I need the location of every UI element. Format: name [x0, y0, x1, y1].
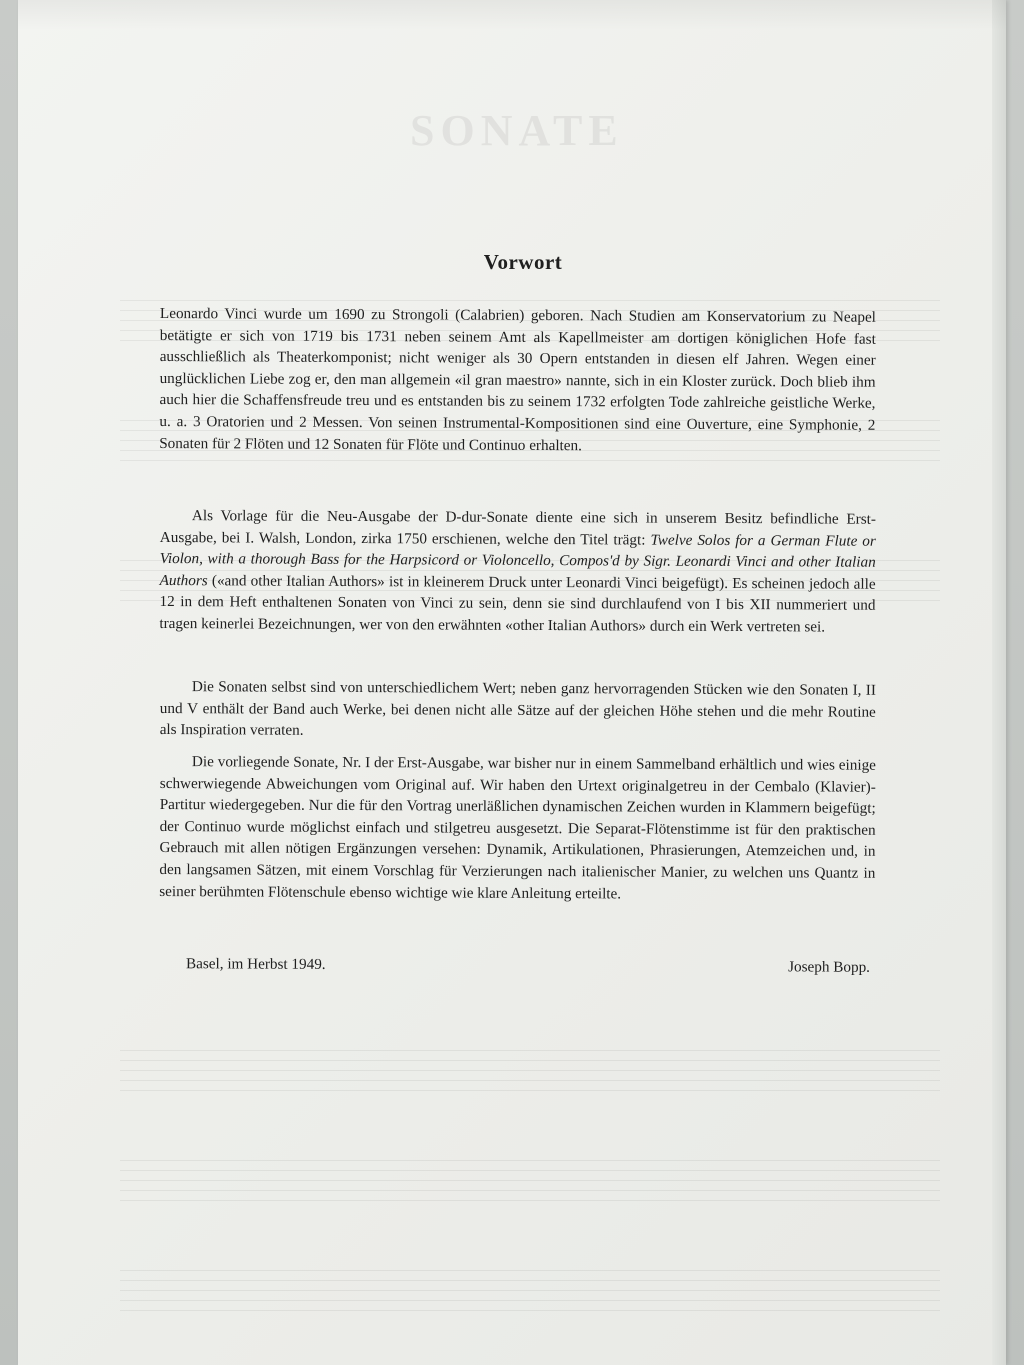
paragraph-text: («and other Italian Authors» ist in kleinerem Druck unter Leonardi Vinci beigefügt). Es scheinen jedoch alle 12 in dem Heft enthaltenen Sonaten von Vinci zu sein, denn sie sind durchlaufend von I bis XII nummeriert und tragen keinerlei Bezeichnungen, wer von den erwähnten «other Italian Authors» durch ein Werk vertreten sei. [159, 572, 876, 636]
show-through-title: SONATE [410, 106, 624, 155]
signature: Joseph Bopp. [788, 958, 871, 976]
paragraph-source-edition [159, 505, 876, 638]
paragraph-edition-notes: Die vorliegende Sonate, Nr. I der Erst-Ausgabe, war bisher nur in einem Sammelband erhältlich und wies einige schwerwiegende Abweichungen vom Original auf. Wir haben den Urtext originalgetreu in der Cembalo (Klavier)-Partitur wiedergegeben. Nur die für den Vortrag unerläßlichen dynamischen Zeichen wurden in Klammern beigefügt; der Continuo wurde möglichst einfach und stilgetreu ausgesetzt. Die Separat-Flötenstimme ist für den praktischen Gebrauch mit allen nötigen Ergänzungen versehen: Dynamik, Artikulationen, Phrasierungen, Atemzeichen und, in den langsamen Sätzen, mit einem Vorschlag für Verzierungen nach italienischer Manier, zu welchen uns Quantz in seiner berühmten Flötenschule ebenso wichtige wie klare Anleitung erteilte. [159, 753, 876, 902]
original-title-italic: Twelve Solos for a German Flute or Violon, with a thorough Bass for the Harpsicord or Violoncello, Compos'd by Sigr. Leonardi Vinci and other Italian Authors [159, 531, 876, 590]
page-title: Vorwort [483, 250, 563, 274]
paragraph-text: Als Vorlage für die Neu-Ausgabe der D-dur-Sonate diente eine sich in unserem Besitz befindliche Erst-Ausgabe, bei I. Walsh, London, zirka 1750 erschienen, welche den Titel trägt: [159, 507, 876, 549]
paragraph-biography: Leonardo Vinci wurde um 1690 zu Strongoli (Calabrien) geboren. Nach Studien am Konservatorium zu Neapel betätigte er sich von 1719 bis 1731 neben seinem Amt als Kapellmeister am dortigen königlichen Hofe fast ausschließlich als Theaterkomponist; nicht weniger als 30 Opern entstanden in diesen elf Jahren. Wegen einer unglücklichen Liebe zog er, den man allgemein «il gran maestro» nannte, sich in ein Kloster zurück. Doch blieb ihm auch hier die Schaffensfreude treu und es entstanden bis zu seinem 1732 erfolgten Tode zahlreiche geistliche Werke, u. a. 3 Oratorien und 2 Messen. Von seinen Instrumental-Kompositionen sind eine Ouverture, eine Symphonie, 2 Sonaten für 2 Flöten und 12 Sonaten für Flöte und Continuo erhalten. [159, 304, 876, 454]
place-date: Basel, im Herbst 1949. [185, 955, 326, 973]
closing-line [186, 955, 870, 977]
paragraph-sonatas-value: Die Sonaten selbst sind von unterschiedlichem Wert; neben ganz hervorragenden Stücken wie den Sonaten I, II und V enthält der Band auch Werke, bei denen nicht alle Sätze auf der gleichen Höhe stehen und die mehr Routine als Inspiration verraten. [159, 678, 876, 739]
